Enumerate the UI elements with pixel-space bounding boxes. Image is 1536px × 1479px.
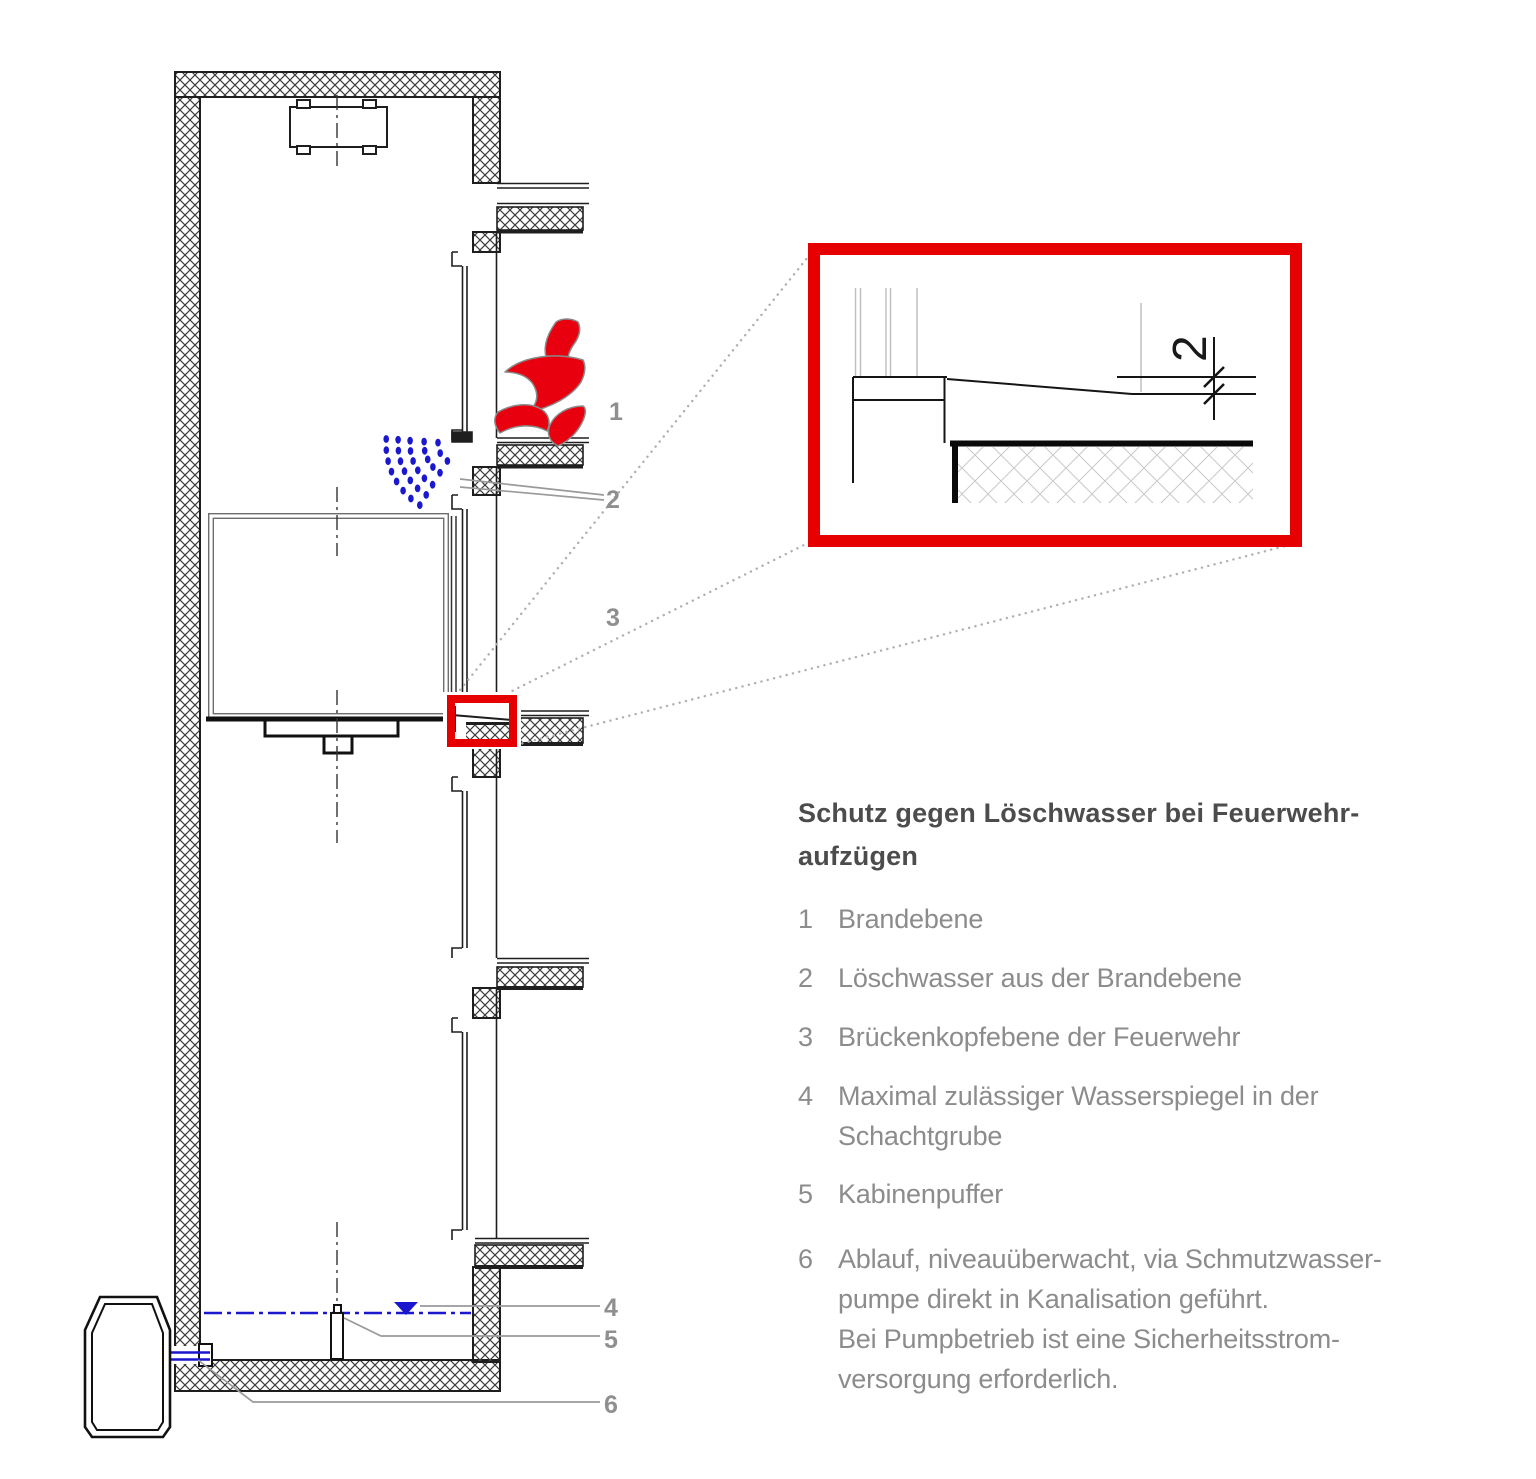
water-droplets-icon [383, 435, 450, 509]
shaft-pit-floor [175, 1360, 500, 1391]
detail-marker [443, 692, 521, 749]
dimension-label: 2 [1164, 335, 1217, 362]
wall-opening [173, 1346, 202, 1364]
leader-2 [460, 479, 604, 500]
insulation-hatch [958, 447, 1253, 503]
callout-6: 6 [604, 1391, 618, 1419]
car-door [452, 516, 457, 716]
shaft-top-wall [175, 72, 500, 97]
fire-icon [495, 319, 586, 446]
callout-1: 1 [609, 398, 623, 426]
callout-numbers [604, 398, 623, 1419]
legend-item-2 [798, 958, 1508, 998]
callout-4: 4 [604, 1294, 618, 1322]
shaft-left-wall [175, 97, 200, 1363]
legend-item-number: 3 [798, 1022, 813, 1052]
legend-title-line1: Schutz gegen Löschwasser bei Feuerwehr- [798, 798, 1360, 828]
legend-item-line: Maximal zulässiger Wasserspiegel in der [838, 1081, 1319, 1111]
legend-item-line: versorgung erforderlich. [838, 1364, 1119, 1394]
legend-item-line: Ablauf, niveauüberwacht, via Schmutzwasser- [838, 1244, 1382, 1274]
legend-title-line2: aufzügen [798, 841, 919, 871]
car-buffer [331, 1313, 343, 1359]
legend-item-1 [798, 899, 1508, 939]
legend-item-number: 5 [798, 1179, 813, 1209]
legend-item-text: Kabinenpuffer [838, 1179, 1004, 1209]
elevator-car [206, 487, 456, 843]
legend-item-number: 2 [798, 963, 813, 993]
legend-item-number: 4 [798, 1081, 813, 1111]
shaft-pit [85, 1222, 471, 1437]
callout-3: 3 [606, 604, 620, 632]
legend-item-line: Schachtgrube [838, 1121, 1003, 1151]
buffer-cap [334, 1305, 341, 1313]
callout-5: 5 [604, 1326, 618, 1354]
buffer-striker [324, 736, 352, 753]
callout-2: 2 [606, 486, 620, 514]
blank-box [503, 638, 645, 708]
legend-item-line: Bei Pumpbetrieb ist eine Sicherheitsstrom- [838, 1324, 1340, 1354]
legend-item-number: 6 [798, 1244, 813, 1274]
legend-item-number: 1 [798, 904, 813, 934]
car-sling [265, 721, 398, 736]
legend-item-3 [798, 1017, 1508, 1057]
legend-item-6 [798, 1239, 1508, 1399]
legend-item-text [838, 1239, 1508, 1399]
legend-item-line: pumpe direkt in Kanalisation geführt. [838, 1284, 1269, 1314]
legend-item-text: Löschwasser aus der Brandebene [838, 963, 1242, 993]
legend [798, 792, 1508, 1399]
legend-item-5 [798, 1174, 1508, 1214]
shaft-right-wall-seg [473, 1267, 500, 1362]
legend-item-text: Brandebene [838, 904, 984, 934]
shaft-right-wall-seg [473, 97, 500, 183]
legend-item-text [838, 1076, 1508, 1156]
legend-item-4 [798, 1076, 1508, 1156]
legend-item-text: Brückenkopfebene der Feuerwehr [838, 1022, 1241, 1052]
detail-inset [814, 249, 1296, 541]
drive-machine [290, 100, 387, 154]
